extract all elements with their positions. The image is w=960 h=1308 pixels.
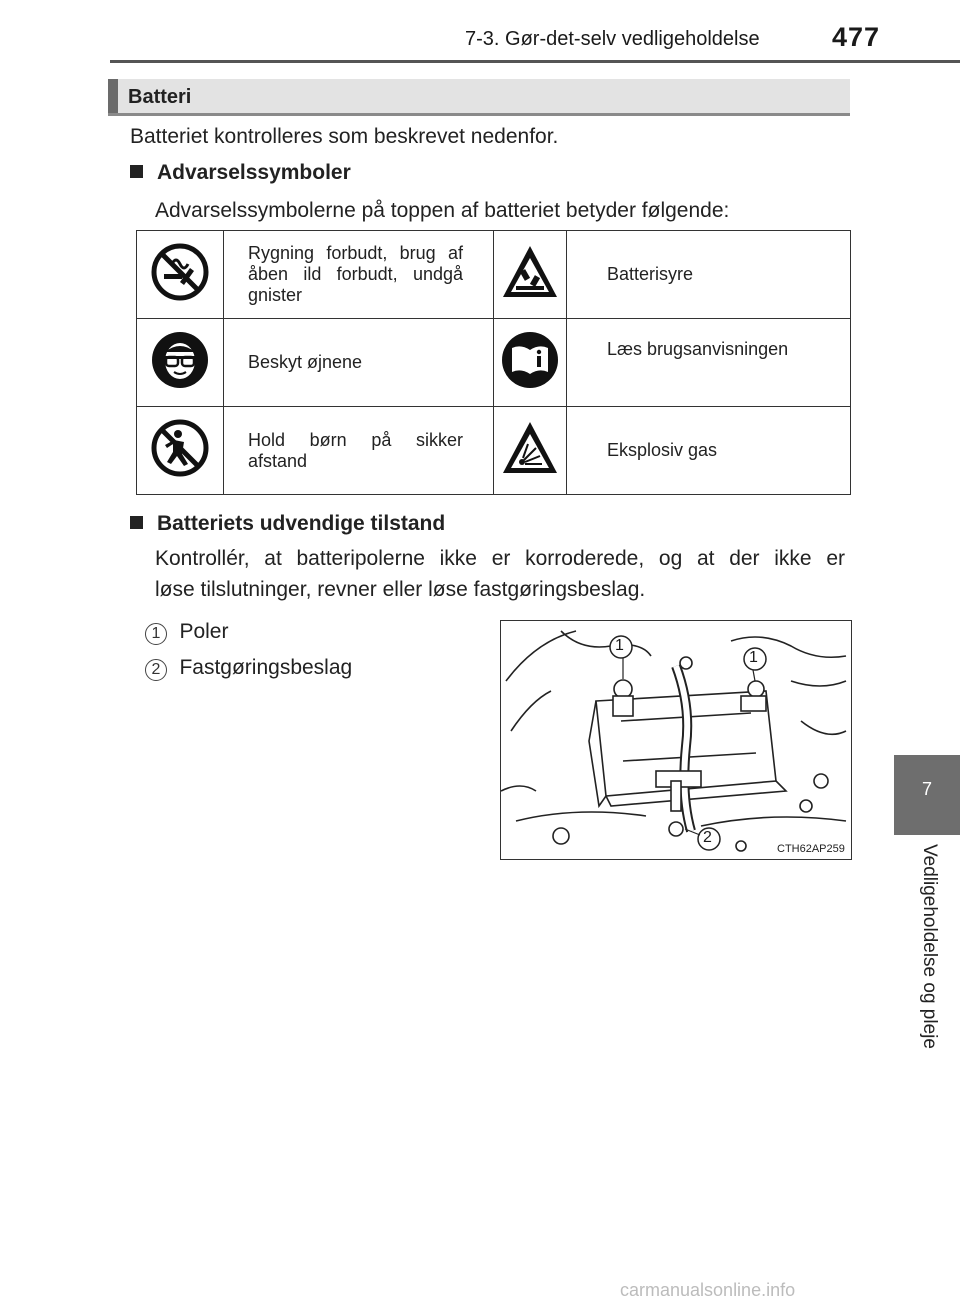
exterior-heading-text: Batteriets udvendige tilstand bbox=[157, 512, 446, 535]
symbol-text: Hold børn på sikker afstand bbox=[224, 407, 494, 495]
legend-number: 2 bbox=[145, 659, 167, 681]
header-rule bbox=[110, 60, 960, 63]
exterior-text-line1: Kontrollér, at batteripolerne ikke er korroderede, og at der ikke er bbox=[155, 547, 845, 570]
chapter-title: Vedligeholdelse og pleje bbox=[919, 844, 940, 1049]
keep-children-away-icon bbox=[137, 407, 224, 495]
page-number: 477 bbox=[832, 22, 881, 52]
table-row bbox=[137, 319, 851, 407]
section-title: Batteri bbox=[128, 86, 192, 108]
table-row bbox=[137, 231, 851, 319]
legend-item bbox=[145, 656, 352, 681]
exterior-heading bbox=[130, 512, 445, 536]
callout-2: 2 bbox=[703, 829, 712, 846]
read-manual-icon bbox=[494, 319, 567, 407]
section-title-box bbox=[108, 79, 850, 113]
header-section-title: 7-3. Gør-det-selv vedligeholdelse bbox=[465, 28, 760, 50]
warning-symbols-table bbox=[136, 230, 851, 495]
symbol-text: Rygning forbudt, brug af åben ild forbudt, undgå gnister bbox=[224, 231, 494, 319]
bullet-square-icon bbox=[130, 516, 143, 529]
battery-acid-icon bbox=[494, 231, 567, 319]
figure-code: CTH62AP259 bbox=[777, 843, 845, 855]
watermark: carmanualsonline.info bbox=[620, 1280, 796, 1300]
section-title-rule bbox=[108, 113, 850, 116]
legend-label: Fastgøringsbeslag bbox=[179, 656, 353, 679]
warning-symbols-intro: Advarselssymbolerne på toppen af batteriet betyder følgende: bbox=[155, 199, 730, 222]
exterior-text-line2: løse tilslutninger, revner eller løse fastgøringsbeslag. bbox=[155, 578, 646, 601]
eye-protection-icon bbox=[137, 319, 224, 407]
symbol-text: Læs brugsanvisningen bbox=[567, 319, 851, 407]
warning-symbols-heading-text: Advarselssymboler bbox=[157, 161, 351, 184]
explosive-gas-icon bbox=[494, 407, 567, 495]
table-row bbox=[137, 407, 851, 495]
symbol-text: Beskyt øjnene bbox=[224, 319, 494, 407]
battery-illustration bbox=[500, 620, 852, 860]
warning-symbols-heading bbox=[130, 161, 351, 185]
legend-number: 1 bbox=[145, 623, 167, 645]
callout-1: 1 bbox=[615, 637, 624, 654]
section-intro: Batteriet kontrolleres som beskrevet nedenfor. bbox=[130, 125, 559, 148]
chapter-tab: 7 bbox=[894, 755, 960, 835]
section-title-bar bbox=[108, 79, 118, 113]
callout-1: 1 bbox=[749, 649, 758, 666]
chapter-tab-label bbox=[878, 840, 960, 1100]
symbol-text: Eksplosiv gas bbox=[567, 407, 851, 495]
no-smoking-icon bbox=[137, 231, 224, 319]
symbol-text: Batterisyre bbox=[567, 231, 851, 319]
legend-label: Poler bbox=[179, 620, 229, 643]
bullet-square-icon bbox=[130, 165, 143, 178]
legend-item bbox=[145, 620, 228, 645]
